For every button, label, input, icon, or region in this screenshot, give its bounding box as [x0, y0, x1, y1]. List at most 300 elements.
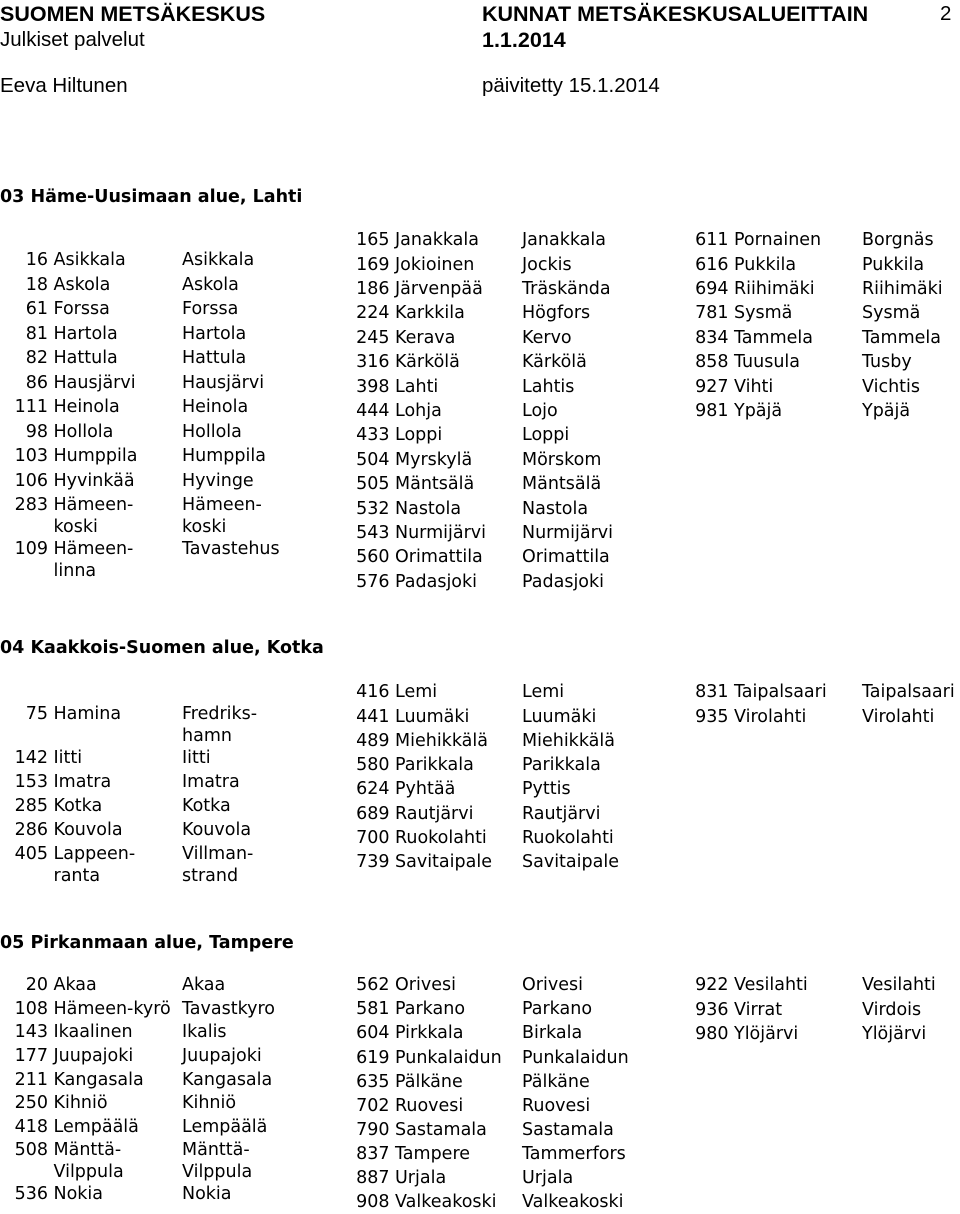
municipality-name-finnish [395, 1047, 522, 1071]
municipality-row [0, 298, 350, 323]
author-name: Eeva Hiltunen [0, 74, 128, 98]
name-line: Ruokolahti [522, 828, 614, 849]
municipality-name-finnish [395, 730, 522, 754]
municipality-name-swedish [522, 778, 686, 802]
municipality-name-swedish [182, 1139, 350, 1183]
name-line: Parikkala [522, 755, 601, 776]
name-line: Sysmä [734, 303, 793, 324]
municipality-number: 489 [356, 730, 390, 751]
region-heading: 03 Häme-Uusimaan alue, Lahti [0, 187, 303, 208]
municipality-number: 143 [14, 1022, 48, 1043]
region-heading: 04 Kaakkois-Suomen alue, Kotka [0, 638, 324, 659]
municipality-number: 834 [695, 327, 729, 348]
municipality-name-swedish [522, 1047, 686, 1071]
municipality-name-swedish [522, 400, 686, 424]
municipality-number: 165 [356, 230, 390, 251]
municipality-name-swedish [182, 703, 350, 747]
municipality-number: 837 [356, 1143, 390, 1164]
municipality-name-finnish [54, 974, 183, 998]
municipality-name-finnish [395, 1095, 522, 1119]
municipality-name-swedish [862, 999, 960, 1023]
municipality-row [695, 327, 960, 351]
municipality-name-finnish [395, 254, 522, 278]
municipality-row [0, 445, 350, 470]
municipality-number: 831 [695, 682, 729, 703]
municipality-number: 398 [356, 376, 390, 397]
name-line: Lappeen- [53, 844, 136, 865]
municipality-name-finnish [54, 1069, 183, 1093]
name-line: Sastamala [522, 1119, 614, 1140]
municipality-name-swedish [522, 754, 686, 778]
municipality-number: 689 [356, 803, 390, 824]
municipality-row [695, 351, 960, 375]
name-line: Hausjärvi [53, 372, 136, 393]
name-line: Orimattila [395, 547, 483, 568]
municipality-name-finnish [395, 571, 522, 593]
name-line: Valkeakoski [522, 1192, 624, 1213]
municipality-row [356, 1167, 686, 1191]
municipality-name-finnish [734, 302, 862, 326]
municipality-number: 505 [356, 474, 390, 495]
name-line: koski [53, 517, 98, 538]
municipality-number: 935 [695, 706, 729, 727]
municipality-number: 16 [25, 250, 48, 271]
name-line: Akaa [182, 975, 226, 996]
department: Julkiset palvelut [0, 28, 145, 52]
municipality-name-swedish [862, 278, 960, 302]
name-line: Tavastkyro [182, 998, 275, 1019]
municipality-name-finnish [734, 681, 862, 705]
municipality-number: 416 [356, 682, 390, 703]
municipality-number: 739 [356, 852, 390, 873]
municipality-name-finnish [54, 445, 183, 470]
name-line: Heinola [53, 397, 120, 418]
name-line: Kouvola [182, 820, 252, 841]
municipality-name-swedish [522, 730, 686, 754]
name-line: Virrat [734, 999, 783, 1020]
name-line: Ypäjä [862, 401, 911, 422]
municipality-name-finnish [734, 706, 862, 728]
name-line: Punkalaidun [395, 1047, 502, 1068]
name-line: Virolahti [734, 706, 807, 727]
municipality-number: 441 [356, 706, 390, 727]
municipality-name-finnish [54, 274, 183, 299]
municipality-number: 211 [14, 1069, 48, 1090]
name-line: Pornainen [734, 230, 822, 251]
name-line: Sysmä [862, 303, 921, 324]
municipality-row [695, 1023, 960, 1045]
municipality-number: 981 [695, 401, 729, 422]
name-line: Hausjärvi [182, 372, 265, 393]
document-title: KUNNAT METSÄKESKUSALUEITTAIN [482, 2, 869, 27]
municipality-number: 224 [356, 303, 390, 324]
municipality-row [0, 249, 350, 274]
municipality-name-finnish [54, 795, 183, 819]
municipality-row [0, 1069, 350, 1093]
name-line: Loppi [395, 425, 443, 446]
name-line: Tammela [862, 327, 941, 348]
municipality-name-finnish [395, 1143, 522, 1167]
municipality-row [356, 1022, 686, 1046]
name-line: Juupajoki [53, 1046, 134, 1067]
name-line: Lemi [395, 682, 438, 703]
municipality-name-swedish [182, 1183, 350, 1205]
name-line: Lempäälä [53, 1116, 139, 1137]
municipality-name-finnish [54, 819, 183, 843]
name-line: Pirkkala [395, 1023, 464, 1044]
municipality-name-swedish [522, 473, 686, 497]
municipality-number: 927 [695, 376, 729, 397]
name-line: Ikalis [182, 1022, 227, 1043]
name-line: Parkano [395, 999, 466, 1020]
municipality-number: 250 [14, 1093, 48, 1114]
municipality-row [695, 681, 960, 705]
municipality-row [356, 681, 686, 705]
municipality-name-swedish [182, 819, 350, 843]
municipality-name-swedish [522, 998, 686, 1022]
municipality-name-finnish [395, 327, 522, 351]
municipality-name-finnish [54, 1045, 183, 1069]
municipality-number: 616 [695, 254, 729, 275]
municipality-number: 285 [14, 796, 48, 817]
name-line: Rautjärvi [395, 803, 474, 824]
municipality-name-swedish [182, 298, 350, 323]
municipality-name-finnish [54, 1092, 183, 1116]
municipality-number: 283 [14, 495, 48, 516]
municipality-name-swedish [182, 445, 350, 470]
municipality-name-swedish [522, 1022, 686, 1046]
municipality-number: 153 [14, 772, 48, 793]
municipality-number: 543 [356, 522, 390, 543]
municipality-row [356, 546, 686, 570]
municipality-list [695, 974, 960, 1045]
municipality-number: 694 [695, 279, 729, 300]
municipality-number: 111 [14, 397, 48, 418]
municipality-list [695, 681, 960, 727]
municipality-name-finnish [54, 771, 183, 795]
region-heading: 05 Pirkanmaan alue, Tampere [0, 933, 294, 954]
name-line: Punkalaidun [522, 1047, 629, 1068]
municipality-row [0, 274, 350, 299]
municipality-list [0, 703, 350, 887]
name-line: Kotka [182, 796, 231, 817]
municipality-row [0, 974, 350, 998]
municipality-row [356, 974, 686, 998]
name-line: Iitti [182, 748, 211, 769]
name-line: Mänttä- [182, 1140, 250, 1161]
name-line: Borgnäs [862, 230, 934, 251]
name-line: Hattula [53, 348, 118, 369]
municipality-row [0, 998, 350, 1022]
name-line: Pukkila [734, 254, 797, 275]
municipality-name-finnish [54, 470, 183, 495]
name-line: Forssa [53, 299, 110, 320]
name-line: Hollola [182, 421, 242, 442]
municipality-row [695, 376, 960, 400]
municipality-row [356, 229, 686, 253]
name-line: Vesilahti [734, 975, 808, 996]
municipality-row [356, 571, 686, 593]
municipality-name-swedish [182, 274, 350, 299]
name-line: Miehikkälä [522, 730, 615, 751]
name-line: Humppila [182, 446, 266, 467]
municipality-name-swedish [522, 254, 686, 278]
name-line: Vilppula [53, 1162, 124, 1183]
municipality-row [356, 851, 686, 873]
municipality-name-finnish [395, 706, 522, 730]
municipality-name-swedish [862, 229, 960, 253]
municipality-number: 887 [356, 1168, 390, 1189]
name-line: strand [182, 866, 239, 887]
name-line: linna [53, 561, 97, 582]
name-line: Kärkölä [395, 352, 460, 373]
municipality-row [695, 302, 960, 326]
municipality-number: 624 [356, 779, 390, 800]
municipality-row [0, 1045, 350, 1069]
municipality-name-finnish [54, 372, 183, 397]
name-line: Vichtis [862, 376, 921, 397]
municipality-row [356, 730, 686, 754]
municipality-name-finnish [395, 473, 522, 497]
name-line: Taipalsaari [862, 682, 955, 703]
name-line: koski [182, 517, 227, 538]
name-line: Hämeen- [53, 495, 134, 516]
municipality-row [356, 302, 686, 326]
name-line: Vesilahti [862, 975, 936, 996]
municipality-row [0, 538, 350, 582]
municipality-row [0, 494, 350, 538]
municipality-name-swedish [522, 974, 686, 998]
municipality-number: 576 [356, 571, 390, 592]
municipality-number: 781 [695, 303, 729, 324]
municipality-name-swedish [182, 421, 350, 446]
name-line: Forssa [182, 299, 239, 320]
municipality-number: 581 [356, 999, 390, 1020]
name-line: Sastamala [395, 1119, 487, 1140]
name-line: Parkano [522, 999, 593, 1020]
municipality-row [356, 827, 686, 851]
municipality-number: 611 [695, 230, 729, 251]
municipality-list [356, 229, 686, 592]
municipality-row [0, 470, 350, 495]
municipality-number: 142 [14, 748, 48, 769]
page-number: 2 [940, 2, 952, 26]
municipality-name-swedish [522, 827, 686, 851]
name-line: Loppi [522, 425, 570, 446]
municipality-list [356, 974, 686, 1213]
municipality-name-swedish [182, 1069, 350, 1093]
municipality-number: 418 [14, 1116, 48, 1137]
municipality-number: 98 [25, 421, 48, 442]
municipality-name-swedish [522, 546, 686, 570]
municipality-name-swedish [522, 1143, 686, 1167]
name-line: Kouvola [53, 820, 123, 841]
municipality-row [356, 706, 686, 730]
name-line: Orimattila [522, 547, 610, 568]
municipality-row [356, 498, 686, 522]
municipality-row [356, 803, 686, 827]
municipality-name-finnish [395, 351, 522, 375]
municipality-number: 108 [14, 998, 48, 1019]
municipality-name-swedish [862, 400, 960, 422]
municipality-number: 245 [356, 327, 390, 348]
name-line: Tavastehus [182, 539, 280, 560]
name-line: Lempäälä [182, 1116, 268, 1137]
municipality-row [695, 278, 960, 302]
municipality-name-finnish [395, 229, 522, 253]
name-line: Nurmijärvi [395, 522, 486, 543]
municipality-name-swedish [522, 376, 686, 400]
name-line: Pyttis [522, 779, 571, 800]
municipality-number: 316 [356, 352, 390, 373]
name-line: Hamina [53, 704, 122, 725]
name-line: Ikaalinen [53, 1022, 133, 1043]
municipality-number: 532 [356, 498, 390, 519]
municipality-row [0, 843, 350, 887]
name-line: Hämeen- [182, 495, 262, 516]
name-line: Kervo [522, 327, 572, 348]
municipality-name-swedish [182, 998, 350, 1022]
municipality-row [356, 1191, 686, 1213]
name-line: Hyvinkää [53, 470, 135, 491]
name-line: Savitaipale [395, 852, 492, 873]
municipality-number: 20 [25, 975, 48, 996]
municipality-name-swedish [522, 327, 686, 351]
municipality-name-finnish [54, 249, 183, 274]
municipality-name-swedish [182, 795, 350, 819]
municipality-name-swedish [862, 302, 960, 326]
name-line: Hämeen- [53, 539, 134, 560]
municipality-name-swedish [522, 498, 686, 522]
municipality-row [695, 400, 960, 422]
municipality-list [695, 229, 960, 422]
name-line: Taipalsaari [734, 682, 827, 703]
municipality-number: 536 [14, 1184, 48, 1205]
name-line: Fredriks- [182, 704, 258, 725]
name-line: Rautjärvi [522, 803, 601, 824]
municipality-number: 82 [25, 348, 48, 369]
name-line: Tusby [862, 352, 912, 373]
municipality-number: 75 [25, 704, 48, 725]
name-line: Tammela [734, 327, 813, 348]
municipality-number: 790 [356, 1119, 390, 1140]
municipality-row [0, 1116, 350, 1140]
municipality-name-finnish [54, 298, 183, 323]
municipality-number: 81 [25, 323, 48, 344]
name-line: Mörskom [522, 449, 602, 470]
municipality-name-finnish [734, 351, 862, 375]
name-line: Hämeen-kyrö [53, 998, 171, 1019]
name-line: Mäntsälä [522, 474, 602, 495]
municipality-name-swedish [522, 1191, 686, 1213]
municipality-row [356, 522, 686, 546]
name-line: Vilppula [182, 1162, 253, 1183]
municipality-list [356, 681, 686, 873]
municipality-name-finnish [395, 1022, 522, 1046]
municipality-number: 61 [25, 299, 48, 320]
municipality-name-finnish [54, 747, 183, 771]
municipality-row [356, 1143, 686, 1167]
name-line: Birkala [522, 1023, 583, 1044]
municipality-number: 109 [14, 539, 48, 560]
municipality-number: 18 [25, 274, 48, 295]
municipality-name-finnish [734, 1023, 862, 1045]
name-line: Träskända [522, 279, 611, 300]
name-line: Villman- [182, 844, 254, 865]
municipality-name-finnish [54, 421, 183, 446]
name-line: Hollola [53, 421, 114, 442]
municipality-name-finnish [734, 278, 862, 302]
municipality-row [356, 351, 686, 375]
name-line: Riihimäki [862, 279, 943, 300]
name-line: Hattula [182, 348, 247, 369]
name-line: Lohja [395, 401, 442, 422]
municipality-name-finnish [395, 1167, 522, 1191]
name-line: Heinola [182, 397, 249, 418]
name-line: Kihniö [53, 1093, 108, 1114]
municipality-name-finnish [395, 681, 522, 705]
name-line: Nurmijärvi [522, 522, 613, 543]
municipality-name-finnish [54, 1116, 183, 1140]
municipality-row [0, 421, 350, 446]
municipality-row [0, 703, 350, 747]
municipality-name-swedish [522, 522, 686, 546]
municipality-name-swedish [182, 1092, 350, 1116]
name-line: Virolahti [862, 706, 935, 727]
name-line: Nokia [53, 1184, 104, 1205]
municipality-name-finnish [395, 376, 522, 400]
name-line: Luumäki [395, 706, 470, 727]
municipality-row [695, 254, 960, 278]
municipality-name-finnish [54, 703, 183, 747]
municipality-number: 858 [695, 352, 729, 373]
municipality-name-swedish [862, 974, 960, 998]
municipality-name-swedish [862, 327, 960, 351]
name-line: Nokia [182, 1184, 232, 1205]
name-line: Tampere [395, 1143, 471, 1164]
municipality-name-finnish [395, 449, 522, 473]
municipality-row [695, 974, 960, 998]
municipality-name-finnish [734, 376, 862, 400]
name-line: Askola [182, 274, 239, 295]
municipality-name-swedish [182, 372, 350, 397]
municipality-name-finnish [395, 278, 522, 302]
name-line: Asikkala [53, 250, 126, 271]
municipality-list [0, 249, 350, 582]
municipality-number: 922 [695, 975, 729, 996]
municipality-name-swedish [522, 1071, 686, 1095]
municipality-name-swedish [522, 1095, 686, 1119]
name-line: Miehikkälä [395, 730, 488, 751]
municipality-name-swedish [522, 681, 686, 705]
municipality-name-finnish [54, 494, 183, 538]
name-line: Ypäjä [734, 401, 783, 422]
municipality-row [0, 747, 350, 771]
name-line: Pälkäne [522, 1071, 590, 1092]
municipality-name-swedish [862, 376, 960, 400]
municipality-row [0, 396, 350, 421]
municipality-number: 635 [356, 1071, 390, 1092]
name-line: hamn [182, 726, 232, 747]
name-line: Kihniö [182, 1093, 237, 1114]
name-line: Kärkölä [522, 352, 587, 373]
municipality-number: 433 [356, 425, 390, 446]
municipality-number: 177 [14, 1046, 48, 1067]
municipality-number: 980 [695, 1024, 729, 1045]
municipality-name-swedish [182, 1045, 350, 1069]
name-line: Mänttä- [53, 1140, 122, 1161]
municipality-name-finnish [395, 498, 522, 522]
